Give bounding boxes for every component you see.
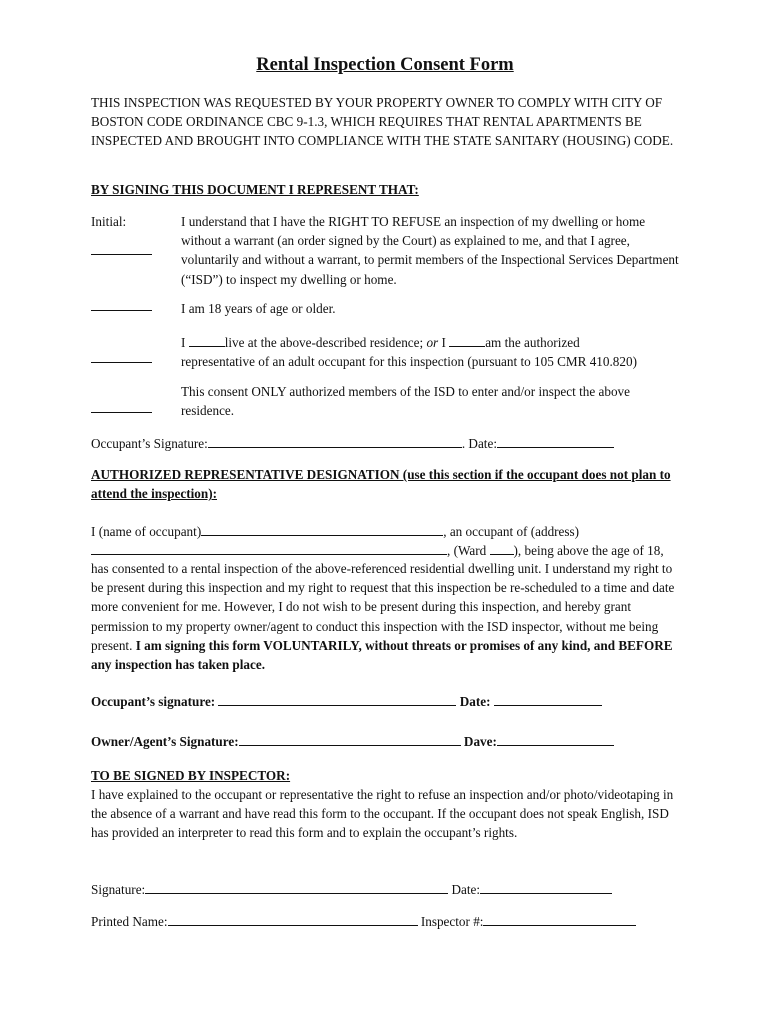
initial-label: Initial:	[91, 214, 127, 229]
initial-field-4[interactable]	[91, 412, 152, 413]
occupant-date-label: Date:	[468, 436, 497, 451]
authorization-body-text: has consented to a rental inspection of the above-referenced residential dwelling unit. I understand my right to be present during this inspection and my right to request that this inspection be re-scheduled to a time and date more convenient for me. However, I do not wish to be present during this inspection, and hereby grant permission to my property owner/agent to conduct this inspection with the ISD inspector, without me being present.	[91, 561, 675, 653]
printed-name-field[interactable]	[168, 911, 418, 926]
occupant-signature-2-field[interactable]	[218, 691, 456, 706]
owner-signature-row	[91, 731, 614, 751]
ward-label: , (Ward	[447, 543, 490, 558]
inspector-number-field[interactable]	[483, 911, 636, 926]
statement-residence-cmr: representative of an adult occupant for this inspection (pursuant to 105 CMR 410.820)	[181, 354, 637, 370]
statement-consent-isd: This consent ONLY authorized members of the ISD to enter and/or inspect the above residence.	[181, 384, 630, 419]
occupant-signature-2-label: Occupant’s signature:	[91, 694, 216, 709]
inspector-signature-field[interactable]	[145, 879, 448, 894]
printed-name-row	[91, 911, 636, 931]
initial-field-1[interactable]	[91, 254, 152, 255]
ward-field[interactable]	[490, 540, 514, 555]
initial-field-2[interactable]	[91, 310, 152, 311]
authorized-rep-heading: AUTHORIZED REPRESENTATIVE DESIGNATION (use this section if the occupant does not plan to attend the inspection):	[91, 467, 671, 502]
occupant-signature-2-date-label: Date:	[459, 694, 491, 709]
statement-age: I am 18 years of age or older.	[181, 301, 336, 316]
inspector-paragraph: I have explained to the occupant or representative the right to refuse an inspection and/or photo/videotaping in the absence of a warrant and have read this form to the occupant. If the occupant does not speak English, ISD has provided an interpreter to read this form and to explain the occupant’s rights.	[91, 787, 674, 841]
inspector-signature-row	[91, 879, 612, 899]
owner-signature-label: Owner/Agent’s Signature:	[91, 734, 239, 749]
occupant-name-row	[91, 521, 579, 541]
age-label: ), being above the age of 18,	[513, 543, 664, 558]
initial-field-3[interactable]	[91, 362, 152, 363]
occupant-date-field[interactable]	[497, 433, 614, 448]
statement-residence	[181, 332, 681, 371]
statement-residence-authorized: am the authorized	[485, 335, 580, 350]
inspector-heading: TO BE SIGNED BY INSPECTOR:	[91, 768, 291, 783]
owner-date-field[interactable]	[497, 731, 614, 746]
occupant-signature-2-date-field[interactable]	[494, 691, 602, 706]
inspector-signature-label: Signature:	[91, 882, 146, 897]
statement-residence-or: or	[426, 335, 439, 350]
inspector-date-label: Date:	[451, 882, 481, 897]
address-field[interactable]	[91, 540, 447, 555]
inspector-date-field[interactable]	[480, 879, 612, 894]
occupant-name-label: I (name of occupant)	[91, 524, 202, 539]
authorization-body	[91, 559, 681, 674]
authorization-voluntary-text: I am signing this form VOLUNTARILY, without threats or promises of any kind, and BEFORE any inspection has taken place.	[91, 637, 673, 673]
occupant-signature-row	[91, 433, 614, 453]
representative-blank[interactable]	[449, 332, 485, 347]
inspector-number-label: Inspector #:	[420, 914, 484, 929]
represent-heading: BY SIGNING THIS DOCUMENT I REPRESENT THAT:	[91, 182, 419, 197]
occupant-address-label: , an occupant of (address)	[443, 524, 580, 539]
printed-name-label: Printed Name:	[91, 914, 168, 929]
occupant-signature-sep: .	[461, 436, 466, 451]
occupant-signature-field[interactable]	[208, 433, 462, 448]
occupant-signature-label: Occupant’s Signature:	[91, 436, 208, 451]
occupant-name-field[interactable]	[201, 521, 443, 536]
statement-residence-text: live at the above-described residence;	[224, 335, 427, 350]
statement-residence-i: I	[181, 335, 189, 350]
live-at-blank[interactable]	[189, 332, 225, 347]
owner-signature-field[interactable]	[239, 731, 461, 746]
address-row	[91, 540, 664, 560]
form-title: Rental Inspection Consent Form	[256, 55, 514, 75]
occupant-signature-2-row	[91, 691, 602, 711]
intro-paragraph: THIS INSPECTION WAS REQUESTED BY YOUR PROPERTY OWNER TO COMPLY WITH CITY OF BOSTON CODE ORDINANCE CBC 9-1.3, WHICH REQUIRES THAT RENTAL APARTMENTS BE INSPECTED AND BROUGHT INTO COMPLIANCE WITH THE STATE SANITARY (HOUSING) CODE.	[91, 95, 674, 149]
statement-residence-i2: I	[438, 335, 450, 350]
statement-right-to-refuse: I understand that I have the RIGHT TO REFUSE an inspection of my dwelling or home without a warrant (an order signed by the Court) as explained to me, and that I agree, voluntarily and without a warrant, to permit members of the Inspectional Services Department (“ISD”) to inspect my dwelling or home.	[181, 214, 679, 287]
owner-date-label: Dave:	[463, 734, 497, 749]
